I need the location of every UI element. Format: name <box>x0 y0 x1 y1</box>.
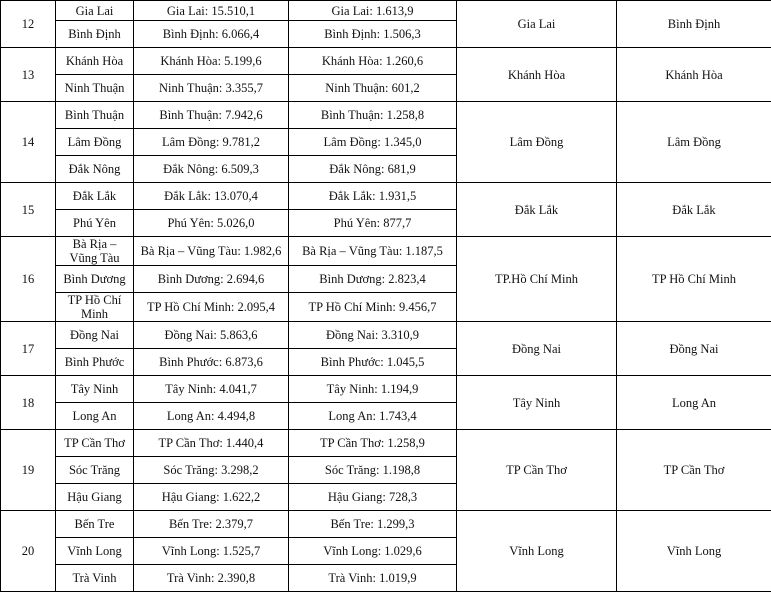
population-value: Ninh Thuận: 601,2 <box>289 75 457 102</box>
province-name: Bình Dương <box>56 266 134 293</box>
province-name: Hậu Giang <box>56 484 134 511</box>
population-value: Khánh Hòa: 1.260,6 <box>289 48 457 75</box>
province-name: Khánh Hòa <box>56 48 134 75</box>
province-name: Bình Định <box>56 21 134 48</box>
area-value: Lâm Đồng: 9.781,2 <box>134 129 289 156</box>
population-value: Bình Thuận: 1.258,8 <box>289 102 457 129</box>
population-value: Bến Tre: 1.299,3 <box>289 511 457 538</box>
area-value: Hậu Giang: 1.622,2 <box>134 484 289 511</box>
group-number: 17 <box>1 322 56 376</box>
table-row <box>1 183 771 210</box>
province-name: Lâm Đồng <box>56 129 134 156</box>
area-value: Bình Dương: 2.694,6 <box>134 266 289 293</box>
population-value: Vĩnh Long: 1.029,6 <box>289 538 457 565</box>
population-value: Hậu Giang: 728,3 <box>289 484 457 511</box>
population-value: Đồng Nai: 3.310,9 <box>289 322 457 349</box>
merged-province-name: Gia Lai <box>457 1 617 48</box>
table-row <box>1 102 771 129</box>
administrative-center: Đắk Lắk <box>617 183 771 237</box>
table-row <box>1 237 771 266</box>
population-value: Sóc Trăng: 1.198,8 <box>289 457 457 484</box>
merged-province-name: Đắk Lắk <box>457 183 617 237</box>
population-value: TP Cần Thơ: 1.258,9 <box>289 430 457 457</box>
administrative-center: Long An <box>617 376 771 430</box>
province-name: Phú Yên <box>56 210 134 237</box>
table-row <box>1 1 771 21</box>
area-value: Tây Ninh: 4.041,7 <box>134 376 289 403</box>
population-value: Phú Yên: 877,7 <box>289 210 457 237</box>
area-value: Trà Vinh: 2.390,8 <box>134 565 289 592</box>
administrative-center: Khánh Hòa <box>617 48 771 102</box>
group-number: 20 <box>1 511 56 592</box>
group-number: 18 <box>1 376 56 430</box>
table-row <box>1 322 771 349</box>
area-value: Đắk Lắk: 13.070,4 <box>134 183 289 210</box>
province-name: Gia Lai <box>56 1 134 21</box>
area-value: TP Cần Thơ: 1.440,4 <box>134 430 289 457</box>
administrative-center: Bình Định <box>617 1 771 48</box>
province-name: Long An <box>56 403 134 430</box>
province-name: Đắk Lắk <box>56 183 134 210</box>
population-value: Gia Lai: 1.613,9 <box>289 1 457 21</box>
area-value: Bà Rịa – Vũng Tàu: 1.982,6 <box>134 237 289 266</box>
merged-province-name: TP.Hồ Chí Minh <box>457 237 617 322</box>
population-value: Đắk Lắk: 1.931,5 <box>289 183 457 210</box>
group-number: 14 <box>1 102 56 183</box>
administrative-center: Đồng Nai <box>617 322 771 376</box>
administrative-center: Vĩnh Long <box>617 511 771 592</box>
province-name: Trà Vinh <box>56 565 134 592</box>
province-name: Bến Tre <box>56 511 134 538</box>
group-number: 13 <box>1 48 56 102</box>
population-value: TP Hồ Chí Minh: 9.456,7 <box>289 293 457 322</box>
area-value: Gia Lai: 15.510,1 <box>134 1 289 21</box>
group-number: 15 <box>1 183 56 237</box>
area-value: Sóc Trăng: 3.298,2 <box>134 457 289 484</box>
population-value: Bình Phước: 1.045,5 <box>289 349 457 376</box>
population-value: Lâm Đồng: 1.345,0 <box>289 129 457 156</box>
merged-province-name: Đồng Nai <box>457 322 617 376</box>
merged-province-name: Tây Ninh <box>457 376 617 430</box>
group-number: 16 <box>1 237 56 322</box>
area-value: Khánh Hòa: 5.199,6 <box>134 48 289 75</box>
population-value: Bình Dương: 2.823,4 <box>289 266 457 293</box>
merged-province-name: Lâm Đồng <box>457 102 617 183</box>
area-value: TP Hồ Chí Minh: 2.095,4 <box>134 293 289 322</box>
table-row <box>1 430 771 457</box>
administrative-center: TP Hồ Chí Minh <box>617 237 771 322</box>
province-name: Đắk Nông <box>56 156 134 183</box>
province-name: Bà Rịa – Vũng Tàu <box>56 237 134 266</box>
area-value: Phú Yên: 5.026,0 <box>134 210 289 237</box>
merged-province-name: Khánh Hòa <box>457 48 617 102</box>
province-name: Vĩnh Long <box>56 538 134 565</box>
merged-province-name: TP Cần Thơ <box>457 430 617 511</box>
area-value: Bình Thuận: 7.942,6 <box>134 102 289 129</box>
province-name: Bình Thuận <box>56 102 134 129</box>
area-value: Bình Định: 6.066,4 <box>134 21 289 48</box>
table-row <box>1 376 771 403</box>
table-row <box>1 511 771 538</box>
province-name: Bình Phước <box>56 349 134 376</box>
area-value: Đắk Nông: 6.509,3 <box>134 156 289 183</box>
area-value: Vĩnh Long: 1.525,7 <box>134 538 289 565</box>
province-name: TP Hồ Chí Minh <box>56 293 134 322</box>
group-number: 19 <box>1 430 56 511</box>
area-value: Bến Tre: 2.379,7 <box>134 511 289 538</box>
population-value: Đắk Nông: 681,9 <box>289 156 457 183</box>
area-value: Long An: 4.494,8 <box>134 403 289 430</box>
table-body <box>1 1 771 592</box>
population-value: Bình Định: 1.506,3 <box>289 21 457 48</box>
province-name: Tây Ninh <box>56 376 134 403</box>
province-name: Đồng Nai <box>56 322 134 349</box>
area-value: Bình Phước: 6.873,6 <box>134 349 289 376</box>
administrative-center: TP Cần Thơ <box>617 430 771 511</box>
merged-province-name: Vĩnh Long <box>457 511 617 592</box>
area-value: Ninh Thuận: 3.355,7 <box>134 75 289 102</box>
administrative-center: Lâm Đồng <box>617 102 771 183</box>
population-value: Trà Vinh: 1.019,9 <box>289 565 457 592</box>
province-name: Ninh Thuận <box>56 75 134 102</box>
area-value: Đồng Nai: 5.863,6 <box>134 322 289 349</box>
population-value: Bà Rịa – Vũng Tàu: 1.187,5 <box>289 237 457 266</box>
table-row <box>1 48 771 75</box>
group-number: 12 <box>1 1 56 48</box>
population-value: Long An: 1.743,4 <box>289 403 457 430</box>
province-name: TP Cần Thơ <box>56 430 134 457</box>
province-name: Sóc Trăng <box>56 457 134 484</box>
population-value: Tây Ninh: 1.194,9 <box>289 376 457 403</box>
